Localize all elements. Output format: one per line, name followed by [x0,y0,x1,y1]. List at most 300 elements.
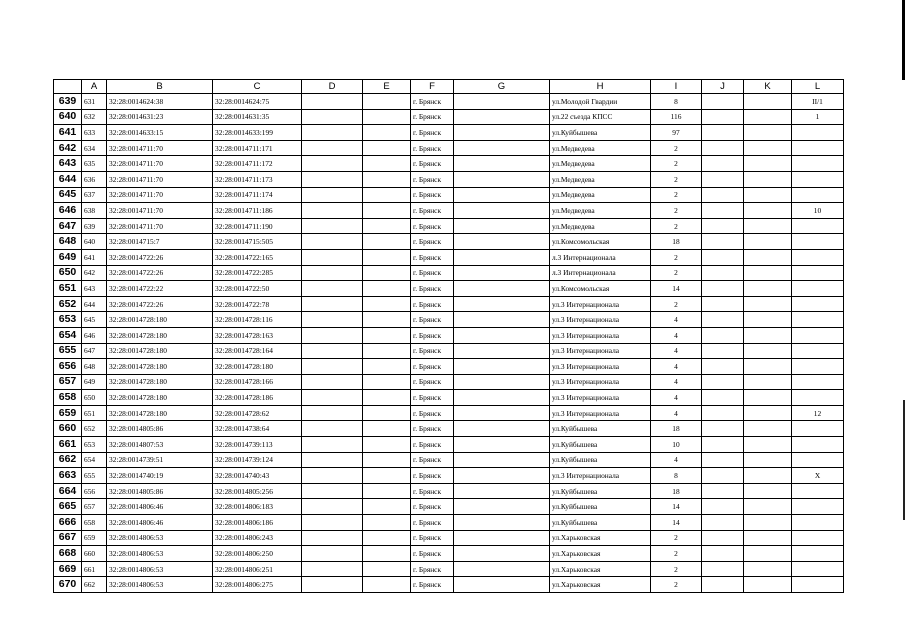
cell-c[interactable]: 32:28:0014740:43 [213,468,302,484]
cell-k[interactable] [744,218,792,234]
cell-b[interactable]: 32:28:0014631:23 [107,109,213,125]
cell-c[interactable]: 32:28:0014738:64 [213,421,302,437]
cell-i[interactable]: 2 [651,187,702,203]
cell-d[interactable] [302,187,363,203]
cell-b[interactable]: 32:28:0014722:22 [107,281,213,297]
cell-c[interactable]: 32:28:0014728:163 [213,327,302,343]
cell-l[interactable] [792,265,844,281]
cell-i[interactable]: 4 [651,312,702,328]
cell-l[interactable] [792,421,844,437]
row-header[interactable]: 670 [54,577,82,593]
row-header[interactable]: 652 [54,296,82,312]
cell-f[interactable]: г. Брянск [411,203,454,219]
cell-f[interactable]: г. Брянск [411,281,454,297]
row-header[interactable]: 649 [54,249,82,265]
cell-h[interactable]: ул.Медведева [550,156,651,172]
cell-k[interactable] [744,546,792,562]
cell-c[interactable]: 32:28:0014722:285 [213,265,302,281]
cell-d[interactable] [302,296,363,312]
cell-i[interactable]: 4 [651,374,702,390]
cell-b[interactable]: 32:28:0014806:53 [107,530,213,546]
cell-l[interactable] [792,296,844,312]
cell-h[interactable]: ул.Куйбышева [550,437,651,453]
cell-j[interactable] [702,374,744,390]
cell-f[interactable]: г. Брянск [411,327,454,343]
cell-d[interactable] [302,312,363,328]
row-header[interactable]: 640 [54,109,82,125]
cell-l[interactable] [792,312,844,328]
row-header[interactable]: 645 [54,187,82,203]
cell-j[interactable] [702,265,744,281]
cell-c[interactable]: 32:28:0014711:190 [213,218,302,234]
cell-l[interactable] [792,452,844,468]
cell-g[interactable] [454,405,550,421]
cell-k[interactable] [744,249,792,265]
cell-g[interactable] [454,483,550,499]
cell-d[interactable] [302,421,363,437]
cell-j[interactable] [702,296,744,312]
cell-c[interactable]: 32:28:0014711:173 [213,171,302,187]
cell-e[interactable] [363,515,411,531]
cell-d[interactable] [302,203,363,219]
cell-e[interactable] [363,296,411,312]
cell-g[interactable] [454,421,550,437]
cell-g[interactable] [454,125,550,141]
cell-k[interactable] [744,437,792,453]
cell-k[interactable] [744,499,792,515]
cell-j[interactable] [702,421,744,437]
cell-e[interactable] [363,187,411,203]
cell-b[interactable]: 32:28:0014722:26 [107,249,213,265]
cell-f[interactable]: г. Брянск [411,483,454,499]
cell-b[interactable]: 32:28:0014722:26 [107,265,213,281]
cell-g[interactable] [454,499,550,515]
cell-e[interactable] [363,94,411,110]
cell-j[interactable] [702,187,744,203]
cell-h[interactable]: ул.Медведева [550,171,651,187]
cell-i[interactable]: 2 [651,546,702,562]
cell-d[interactable] [302,530,363,546]
cell-h[interactable]: ул.Медведева [550,218,651,234]
cell-c[interactable]: 32:28:0014739:113 [213,437,302,453]
cell-a[interactable]: 662 [82,577,107,593]
cell-k[interactable] [744,577,792,593]
column-header-j[interactable]: J [702,80,744,94]
cell-e[interactable] [363,374,411,390]
cell-d[interactable] [302,249,363,265]
cell-j[interactable] [702,249,744,265]
cell-i[interactable]: 2 [651,171,702,187]
cell-f[interactable]: г. Брянск [411,312,454,328]
cell-c[interactable]: 32:28:0014728:186 [213,390,302,406]
cell-h[interactable]: л.3 Интернационала [550,249,651,265]
cell-d[interactable] [302,390,363,406]
row-header[interactable]: 664 [54,483,82,499]
cell-a[interactable]: 637 [82,187,107,203]
cell-f[interactable]: г. Брянск [411,218,454,234]
cell-l[interactable] [792,249,844,265]
cell-f[interactable]: г. Брянск [411,249,454,265]
cell-d[interactable] [302,125,363,141]
cell-j[interactable] [702,203,744,219]
cell-f[interactable]: г. Брянск [411,530,454,546]
cell-d[interactable] [302,109,363,125]
cell-d[interactable] [302,343,363,359]
cell-f[interactable]: г. Брянск [411,265,454,281]
cell-e[interactable] [363,109,411,125]
cell-j[interactable] [702,468,744,484]
row-header[interactable]: 656 [54,359,82,375]
cell-d[interactable] [302,94,363,110]
cell-l[interactable]: X [792,468,844,484]
cell-c[interactable]: 32:28:0014722:50 [213,281,302,297]
cell-j[interactable] [702,156,744,172]
cell-b[interactable]: 32:28:0014740:19 [107,468,213,484]
cell-g[interactable] [454,187,550,203]
cell-e[interactable] [363,343,411,359]
cell-a[interactable]: 632 [82,109,107,125]
cell-l[interactable] [792,171,844,187]
cell-k[interactable] [744,203,792,219]
cell-f[interactable]: г. Брянск [411,421,454,437]
cell-b[interactable]: 32:28:0014805:86 [107,421,213,437]
cell-a[interactable]: 644 [82,296,107,312]
cell-e[interactable] [363,359,411,375]
cell-a[interactable]: 654 [82,452,107,468]
cell-c[interactable]: 32:28:0014715:505 [213,234,302,250]
cell-i[interactable]: 18 [651,234,702,250]
cell-h[interactable]: ул.3 Интернационала [550,390,651,406]
row-header[interactable]: 658 [54,390,82,406]
cell-j[interactable] [702,530,744,546]
cell-c[interactable]: 32:28:0014739:124 [213,452,302,468]
row-header[interactable]: 653 [54,312,82,328]
cell-h[interactable]: ул.Медведева [550,203,651,219]
cell-c[interactable]: 32:28:0014711:186 [213,203,302,219]
cell-e[interactable] [363,171,411,187]
cell-g[interactable] [454,515,550,531]
cell-l[interactable] [792,483,844,499]
cell-j[interactable] [702,171,744,187]
cell-l[interactable]: 1 [792,109,844,125]
cell-h[interactable]: ул.3 Интернационала [550,359,651,375]
cell-d[interactable] [302,405,363,421]
row-header[interactable]: 659 [54,405,82,421]
cell-f[interactable]: г. Брянск [411,452,454,468]
cell-a[interactable]: 658 [82,515,107,531]
cell-b[interactable]: 32:28:0014728:180 [107,343,213,359]
cell-j[interactable] [702,546,744,562]
cell-k[interactable] [744,296,792,312]
cell-l[interactable] [792,437,844,453]
cell-i[interactable]: 4 [651,390,702,406]
cell-k[interactable] [744,109,792,125]
cell-i[interactable]: 4 [651,343,702,359]
cell-a[interactable]: 659 [82,530,107,546]
cell-c[interactable]: 32:28:0014728:180 [213,359,302,375]
cell-i[interactable]: 97 [651,125,702,141]
cell-h[interactable]: ул.Харьковская [550,530,651,546]
cell-j[interactable] [702,109,744,125]
column-header-k[interactable]: K [744,80,792,94]
cell-f[interactable]: г. Брянск [411,515,454,531]
cell-h[interactable]: ул.Медведева [550,187,651,203]
cell-a[interactable]: 649 [82,374,107,390]
cell-e[interactable] [363,234,411,250]
cell-e[interactable] [363,468,411,484]
cell-j[interactable] [702,218,744,234]
cell-h[interactable]: ул.3 Интернационала [550,327,651,343]
column-header-b[interactable]: B [107,80,213,94]
cell-f[interactable]: г. Брянск [411,234,454,250]
cell-d[interactable] [302,234,363,250]
cell-a[interactable]: 631 [82,94,107,110]
cell-a[interactable]: 653 [82,437,107,453]
cell-g[interactable] [454,437,550,453]
cell-a[interactable]: 660 [82,546,107,562]
cell-a[interactable]: 641 [82,249,107,265]
cell-d[interactable] [302,359,363,375]
cell-g[interactable] [454,374,550,390]
cell-g[interactable] [454,265,550,281]
cell-j[interactable] [702,483,744,499]
row-header[interactable]: 665 [54,499,82,515]
cell-b[interactable]: 32:28:0014711:70 [107,187,213,203]
cell-i[interactable]: 18 [651,421,702,437]
cell-e[interactable] [363,125,411,141]
cell-a[interactable]: 633 [82,125,107,141]
cell-d[interactable] [302,561,363,577]
row-header[interactable]: 642 [54,140,82,156]
cell-e[interactable] [363,530,411,546]
row-header[interactable]: 667 [54,530,82,546]
cell-h[interactable]: ул.Комсомольская [550,281,651,297]
cell-i[interactable]: 14 [651,281,702,297]
row-header[interactable]: 641 [54,125,82,141]
cell-e[interactable] [363,561,411,577]
cell-i[interactable]: 18 [651,483,702,499]
cell-a[interactable]: 640 [82,234,107,250]
cell-f[interactable]: г. Брянск [411,109,454,125]
cell-k[interactable] [744,468,792,484]
column-header-c[interactable]: C [213,80,302,94]
cell-g[interactable] [454,468,550,484]
cell-g[interactable] [454,312,550,328]
cell-l[interactable] [792,499,844,515]
cell-k[interactable] [744,374,792,390]
cell-g[interactable] [454,452,550,468]
cell-g[interactable] [454,546,550,562]
cell-h[interactable]: ул.Куйбышева [550,499,651,515]
cell-b[interactable]: 32:28:0014728:180 [107,327,213,343]
cell-b[interactable]: 32:28:0014806:53 [107,546,213,562]
cell-k[interactable] [744,312,792,328]
cell-k[interactable] [744,327,792,343]
cell-f[interactable]: г. Брянск [411,359,454,375]
cell-i[interactable]: 2 [651,156,702,172]
row-header[interactable]: 648 [54,234,82,250]
cell-h[interactable]: ул.Медведева [550,140,651,156]
cell-k[interactable] [744,140,792,156]
cell-g[interactable] [454,327,550,343]
cell-a[interactable]: 652 [82,421,107,437]
cell-f[interactable]: г. Брянск [411,390,454,406]
cell-g[interactable] [454,249,550,265]
cell-f[interactable]: г. Брянск [411,499,454,515]
row-header[interactable]: 643 [54,156,82,172]
row-header[interactable]: 646 [54,203,82,219]
cell-e[interactable] [363,203,411,219]
column-header-e[interactable]: E [363,80,411,94]
cell-f[interactable]: г. Брянск [411,437,454,453]
row-header[interactable]: 668 [54,546,82,562]
cell-e[interactable] [363,156,411,172]
row-header[interactable]: 662 [54,452,82,468]
cell-b[interactable]: 32:28:0014711:70 [107,218,213,234]
cell-c[interactable]: 32:28:0014806:275 [213,577,302,593]
cell-b[interactable]: 32:28:0014728:180 [107,359,213,375]
row-header[interactable]: 657 [54,374,82,390]
cell-g[interactable] [454,577,550,593]
cell-i[interactable]: 2 [651,203,702,219]
cell-b[interactable]: 32:28:0014806:46 [107,499,213,515]
cell-i[interactable]: 2 [651,561,702,577]
cell-l[interactable] [792,515,844,531]
cell-b[interactable]: 32:28:0014806:46 [107,515,213,531]
cell-g[interactable] [454,171,550,187]
cell-e[interactable] [363,265,411,281]
cell-d[interactable] [302,374,363,390]
cell-b[interactable]: 32:28:0014805:86 [107,483,213,499]
cell-b[interactable]: 32:28:0014806:53 [107,561,213,577]
cell-b[interactable]: 32:28:0014711:70 [107,203,213,219]
cell-k[interactable] [744,171,792,187]
row-header[interactable]: 654 [54,327,82,343]
cell-k[interactable] [744,530,792,546]
cell-e[interactable] [363,249,411,265]
cell-b[interactable]: 32:28:0014806:53 [107,577,213,593]
row-header[interactable]: 655 [54,343,82,359]
cell-a[interactable]: 642 [82,265,107,281]
cell-a[interactable]: 661 [82,561,107,577]
cell-j[interactable] [702,343,744,359]
cell-h[interactable]: ул.Куйбышева [550,483,651,499]
cell-k[interactable] [744,234,792,250]
cell-g[interactable] [454,281,550,297]
cell-b[interactable]: 32:28:0014728:180 [107,374,213,390]
cell-g[interactable] [454,140,550,156]
cell-h[interactable]: ул.Куйбышева [550,421,651,437]
cell-e[interactable] [363,452,411,468]
cell-e[interactable] [363,327,411,343]
cell-j[interactable] [702,140,744,156]
cell-j[interactable] [702,561,744,577]
row-header[interactable]: 663 [54,468,82,484]
cell-e[interactable] [363,546,411,562]
cell-i[interactable]: 2 [651,265,702,281]
cell-c[interactable]: 32:28:0014728:166 [213,374,302,390]
cell-l[interactable] [792,218,844,234]
row-header[interactable]: 666 [54,515,82,531]
cell-h[interactable]: ул.Куйбышева [550,125,651,141]
cell-k[interactable] [744,265,792,281]
cell-a[interactable]: 646 [82,327,107,343]
cell-c[interactable]: 32:28:0014711:171 [213,140,302,156]
cell-i[interactable]: 116 [651,109,702,125]
cell-i[interactable]: 2 [651,249,702,265]
cell-d[interactable] [302,468,363,484]
cell-l[interactable] [792,530,844,546]
cell-e[interactable] [363,390,411,406]
cell-c[interactable]: 32:28:0014806:243 [213,530,302,546]
cell-c[interactable]: 32:28:0014728:164 [213,343,302,359]
cell-d[interactable] [302,499,363,515]
cell-c[interactable]: 32:28:0014728:116 [213,312,302,328]
cell-k[interactable] [744,156,792,172]
cell-l[interactable] [792,546,844,562]
cell-j[interactable] [702,94,744,110]
cell-j[interactable] [702,515,744,531]
cell-j[interactable] [702,281,744,297]
cell-i[interactable]: 10 [651,437,702,453]
cell-c[interactable]: 32:28:0014722:78 [213,296,302,312]
cell-d[interactable] [302,140,363,156]
cell-b[interactable]: 32:28:0014728:180 [107,405,213,421]
cell-j[interactable] [702,327,744,343]
cell-a[interactable]: 635 [82,156,107,172]
cell-l[interactable]: 10 [792,203,844,219]
column-header-i[interactable]: I [651,80,702,94]
cell-e[interactable] [363,218,411,234]
cell-k[interactable] [744,94,792,110]
cell-f[interactable]: г. Брянск [411,125,454,141]
cell-h[interactable]: ул.Комсомольская [550,234,651,250]
cell-i[interactable]: 14 [651,515,702,531]
cell-h[interactable]: ул.Молодой Гвардии [550,94,651,110]
cell-b[interactable]: 32:28:0014728:180 [107,390,213,406]
cell-h[interactable]: ул.Куйбышева [550,452,651,468]
cell-i[interactable]: 4 [651,452,702,468]
cell-i[interactable]: 4 [651,359,702,375]
cell-b[interactable]: 32:28:0014722:26 [107,296,213,312]
cell-g[interactable] [454,343,550,359]
cell-d[interactable] [302,437,363,453]
cell-e[interactable] [363,577,411,593]
cell-i[interactable]: 14 [651,499,702,515]
cell-b[interactable]: 32:28:0014624:38 [107,94,213,110]
cell-a[interactable]: 655 [82,468,107,484]
cell-f[interactable]: г. Брянск [411,374,454,390]
cell-h[interactable]: ул.3 Интернационала [550,405,651,421]
cell-h[interactable]: ул.3 Интернационала [550,312,651,328]
cell-j[interactable] [702,359,744,375]
cell-k[interactable] [744,359,792,375]
cell-a[interactable]: 636 [82,171,107,187]
row-header[interactable]: 644 [54,171,82,187]
cell-b[interactable]: 32:28:0014807:53 [107,437,213,453]
cell-f[interactable]: г. Брянск [411,156,454,172]
cell-j[interactable] [702,312,744,328]
cell-a[interactable]: 648 [82,359,107,375]
cell-a[interactable]: 634 [82,140,107,156]
cell-l[interactable] [792,343,844,359]
column-header-l[interactable]: L [792,80,844,94]
row-header[interactable]: 660 [54,421,82,437]
corner-cell[interactable] [54,80,82,94]
cell-i[interactable]: 2 [651,140,702,156]
cell-k[interactable] [744,483,792,499]
cell-i[interactable]: 2 [651,296,702,312]
